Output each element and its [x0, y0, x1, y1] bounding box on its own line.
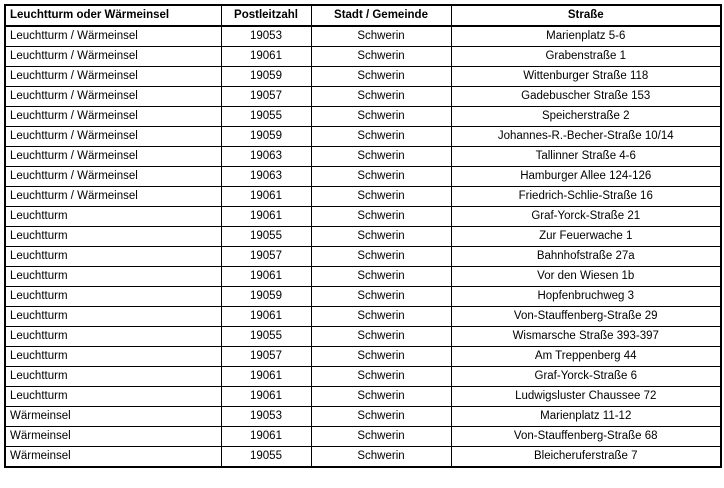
table-cell: Bahnhofstraße 27a — [451, 247, 721, 267]
table-cell: 19055 — [221, 327, 311, 347]
table-cell: 19057 — [221, 87, 311, 107]
table-cell: 19057 — [221, 347, 311, 367]
table-row — [5, 347, 721, 367]
table-cell: Von-Stauffenberg-Straße 68 — [451, 427, 721, 447]
table-row — [5, 67, 721, 87]
table-cell: Leuchtturm / Wärmeinsel — [5, 26, 221, 47]
table-row — [5, 26, 721, 47]
locations-table — [4, 4, 722, 468]
table-cell: 19061 — [221, 307, 311, 327]
table-cell: Marienplatz 11-12 — [451, 407, 721, 427]
table-cell: 19055 — [221, 107, 311, 127]
table-cell: Leuchtturm — [5, 367, 221, 387]
table-row — [5, 247, 721, 267]
table-row — [5, 127, 721, 147]
table-row — [5, 207, 721, 227]
table-cell: Schwerin — [311, 307, 451, 327]
table-cell: Tallinner Straße 4-6 — [451, 147, 721, 167]
table-cell: Schwerin — [311, 447, 451, 468]
column-header-street: Straße — [451, 5, 721, 26]
table-cell: Schwerin — [311, 227, 451, 247]
table-cell: Von-Stauffenberg-Straße 29 — [451, 307, 721, 327]
table-row — [5, 47, 721, 67]
table-cell: Schwerin — [311, 327, 451, 347]
table-cell: 19055 — [221, 447, 311, 468]
table-cell: Wittenburger Straße 118 — [451, 67, 721, 87]
table-cell: Marienplatz 5-6 — [451, 26, 721, 47]
table-cell: 19061 — [221, 207, 311, 227]
table-cell: 19061 — [221, 267, 311, 287]
table-cell: 19055 — [221, 227, 311, 247]
table-cell: Speicherstraße 2 — [451, 107, 721, 127]
table-cell: Schwerin — [311, 367, 451, 387]
table-cell: Zur Feuerwache 1 — [451, 227, 721, 247]
table-cell: Leuchtturm / Wärmeinsel — [5, 47, 221, 67]
table-cell: Bleicheruferstraße 7 — [451, 447, 721, 468]
table-body — [5, 26, 721, 467]
table-cell: Gadebuscher Straße 153 — [451, 87, 721, 107]
table-cell: Leuchtturm — [5, 267, 221, 287]
table-cell: Leuchtturm / Wärmeinsel — [5, 147, 221, 167]
table-cell: Schwerin — [311, 47, 451, 67]
table-cell: 19053 — [221, 26, 311, 47]
table-row — [5, 87, 721, 107]
table-cell: Vor den Wiesen 1b — [451, 267, 721, 287]
table-row — [5, 107, 721, 127]
table-cell: 19053 — [221, 407, 311, 427]
table-cell: Wärmeinsel — [5, 427, 221, 447]
table-cell: 19057 — [221, 247, 311, 267]
table-cell: Schwerin — [311, 347, 451, 367]
table-cell: Leuchtturm — [5, 307, 221, 327]
column-header-type: Leuchtturm oder Wärmeinsel — [5, 5, 221, 26]
table-cell: 19061 — [221, 427, 311, 447]
table-cell: Wismarsche Straße 393-397 — [451, 327, 721, 347]
table-cell: Leuchtturm / Wärmeinsel — [5, 107, 221, 127]
table-cell: Schwerin — [311, 26, 451, 47]
table-cell: Leuchtturm — [5, 347, 221, 367]
table-cell: Wärmeinsel — [5, 447, 221, 468]
table-cell: Schwerin — [311, 87, 451, 107]
column-header-city: Stadt / Gemeinde — [311, 5, 451, 26]
table-cell: 19063 — [221, 147, 311, 167]
table-row — [5, 307, 721, 327]
table-row — [5, 427, 721, 447]
table-row — [5, 327, 721, 347]
table-cell: Schwerin — [311, 207, 451, 227]
table-cell: Schwerin — [311, 407, 451, 427]
table-cell: Schwerin — [311, 287, 451, 307]
table-cell: Schwerin — [311, 107, 451, 127]
table-row — [5, 147, 721, 167]
table-cell: Leuchtturm — [5, 327, 221, 347]
table-cell: Schwerin — [311, 387, 451, 407]
table-cell: 19059 — [221, 287, 311, 307]
table-cell: Leuchtturm — [5, 227, 221, 247]
table-cell: Schwerin — [311, 127, 451, 147]
table-row — [5, 187, 721, 207]
table-cell: 19061 — [221, 187, 311, 207]
table-cell: Friedrich-Schlie-Straße 16 — [451, 187, 721, 207]
table-cell: Schwerin — [311, 427, 451, 447]
table-cell: Leuchtturm / Wärmeinsel — [5, 87, 221, 107]
table-cell: Leuchtturm / Wärmeinsel — [5, 167, 221, 187]
table-cell: Johannes-R.-Becher-Straße 10/14 — [451, 127, 721, 147]
table-cell: Ludwigsluster Chaussee 72 — [451, 387, 721, 407]
table-header — [5, 5, 721, 26]
table-cell: Schwerin — [311, 187, 451, 207]
table-cell: Graf-Yorck-Straße 6 — [451, 367, 721, 387]
table-cell: Am Treppenberg 44 — [451, 347, 721, 367]
table-cell: Leuchtturm / Wärmeinsel — [5, 127, 221, 147]
table-cell: Leuchtturm — [5, 387, 221, 407]
table-cell: 19061 — [221, 387, 311, 407]
table-cell: Graf-Yorck-Straße 21 — [451, 207, 721, 227]
table-cell: Schwerin — [311, 247, 451, 267]
table-cell: Leuchtturm — [5, 287, 221, 307]
table-row — [5, 367, 721, 387]
table-row — [5, 287, 721, 307]
table-cell: 19059 — [221, 127, 311, 147]
table-cell: Leuchtturm — [5, 247, 221, 267]
table-header-row — [5, 5, 721, 26]
table-row — [5, 447, 721, 468]
table-cell: Schwerin — [311, 267, 451, 287]
table-cell: Wärmeinsel — [5, 407, 221, 427]
table-cell: Hopfenbruchweg 3 — [451, 287, 721, 307]
column-header-postal-code: Postleitzahl — [221, 5, 311, 26]
table-cell: 19061 — [221, 367, 311, 387]
table-row — [5, 407, 721, 427]
table-row — [5, 167, 721, 187]
table-cell: Schwerin — [311, 147, 451, 167]
table-cell: Leuchtturm / Wärmeinsel — [5, 187, 221, 207]
table-row — [5, 387, 721, 407]
table-cell: Schwerin — [311, 167, 451, 187]
table-cell: Schwerin — [311, 67, 451, 87]
table-cell: Grabenstraße 1 — [451, 47, 721, 67]
table-cell: 19061 — [221, 47, 311, 67]
table-cell: Hamburger Allee 124-126 — [451, 167, 721, 187]
table-row — [5, 227, 721, 247]
table-cell: 19063 — [221, 167, 311, 187]
table-cell: Leuchtturm / Wärmeinsel — [5, 67, 221, 87]
table-row — [5, 267, 721, 287]
table-cell: Leuchtturm — [5, 207, 221, 227]
table-cell: 19059 — [221, 67, 311, 87]
